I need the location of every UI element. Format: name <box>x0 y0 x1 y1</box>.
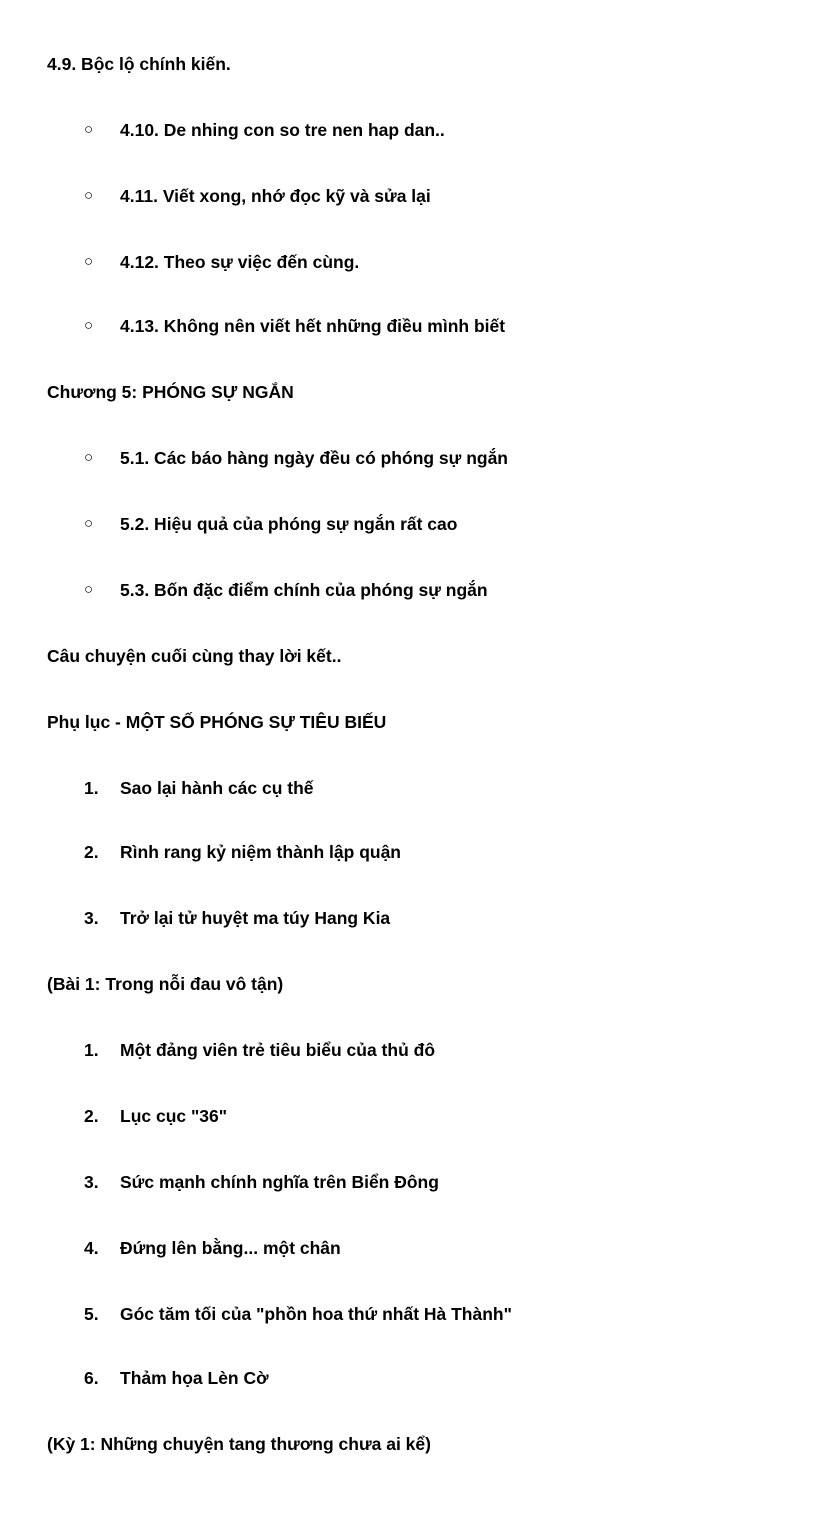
circle-bullet-icon: ○ <box>84 317 94 334</box>
toc-heading-text: (Kỳ 1: Những chuyện tang thương chưa ai kể) <box>47 1434 431 1454</box>
toc-heading-ky-1 <box>0 1432 828 1456</box>
list-number: 2. <box>84 842 99 862</box>
list-item-text: Thảm họa Lèn Cờ <box>120 1368 269 1388</box>
list-item <box>0 1302 828 1326</box>
list-item-text: 4.13. Không nên viết hết những điều mình biết <box>120 316 506 336</box>
toc-heading-text: Câu chuyện cuối cùng thay lời kết.. <box>47 646 342 666</box>
circle-bullet-icon: ○ <box>84 253 94 270</box>
list-number: 4. <box>84 1238 99 1258</box>
list-item <box>0 1170 828 1194</box>
list-item <box>0 250 828 274</box>
toc-heading-epilogue <box>0 644 828 668</box>
toc-heading-appendix <box>0 710 828 734</box>
list-item <box>0 446 828 470</box>
circle-bullet-icon: ○ <box>84 187 94 204</box>
list-number: 1. <box>84 1040 99 1060</box>
toc-heading-bai-1 <box>0 972 828 996</box>
list-item <box>0 184 828 208</box>
list-item-text: Sức mạnh chính nghĩa trên Biển Đông <box>120 1172 439 1192</box>
list-item-text: Sao lại hành các cụ thế <box>120 778 314 798</box>
list-number: 3. <box>84 1172 99 1192</box>
toc-heading-chapter-5 <box>0 380 828 404</box>
list-item <box>0 906 828 930</box>
toc-heading-text: Phụ lục - MỘT SỐ PHÓNG SỰ TIÊU BIẾU <box>47 712 387 732</box>
list-number: 1. <box>84 778 99 798</box>
list-item <box>0 314 828 338</box>
list-item-text: Rình rang kỷ niệm thành lập quận <box>120 842 401 862</box>
list-item-text: Trở lại tử huyệt ma túy Hang Kia <box>120 908 391 928</box>
list-item-text: 5.1. Các báo hàng ngày đều có phóng sự ngắn <box>120 448 508 468</box>
list-number: 3. <box>84 908 99 928</box>
list-item <box>0 840 828 864</box>
circle-bullet-icon: ○ <box>84 121 94 138</box>
circle-bullet-icon: ○ <box>84 581 94 598</box>
list-item-text: 5.3. Bốn đặc điểm chính của phóng sự ngắn <box>120 580 488 600</box>
list-item-text: Lục cục "36" <box>120 1106 228 1126</box>
list-number: 2. <box>84 1106 99 1126</box>
toc-heading-text: Chương 5: PHÓNG SỰ NGẮN <box>47 382 294 402</box>
list-item-text: 4.12. Theo sự việc đến cùng. <box>120 252 360 272</box>
list-item <box>0 1104 828 1128</box>
list-item-text: 5.2. Hiệu quả của phóng sự ngắn rất cao <box>120 514 458 534</box>
toc-heading-4-9 <box>0 52 828 76</box>
list-item <box>0 776 828 800</box>
list-item-text: 4.10. De nhing con so tre nen hap dan.. <box>120 120 445 140</box>
toc-heading-text: (Bài 1: Trong nỗi đau vô tận) <box>47 974 284 994</box>
list-item-text: 4.11. Viết xong, nhớ đọc kỹ và sửa lại <box>120 186 431 206</box>
list-item <box>0 512 828 536</box>
list-item <box>0 1236 828 1260</box>
list-number: 5. <box>84 1304 99 1324</box>
list-item <box>0 1038 828 1062</box>
list-item <box>0 578 828 602</box>
list-item <box>0 1366 828 1390</box>
list-number: 6. <box>84 1368 99 1388</box>
circle-bullet-icon: ○ <box>84 515 94 532</box>
list-item-text: Góc tăm tối của "phồn hoa thứ nhất Hà Thành" <box>120 1304 512 1324</box>
list-item-text: Đứng lên bằng... một chân <box>120 1238 341 1258</box>
list-item <box>0 118 828 142</box>
list-item-text: Một đảng viên trẻ tiêu biểu của thủ đô <box>120 1040 436 1060</box>
toc-heading-text: 4.9. Bộc lộ chính kiến. <box>47 54 231 74</box>
circle-bullet-icon: ○ <box>84 449 94 466</box>
